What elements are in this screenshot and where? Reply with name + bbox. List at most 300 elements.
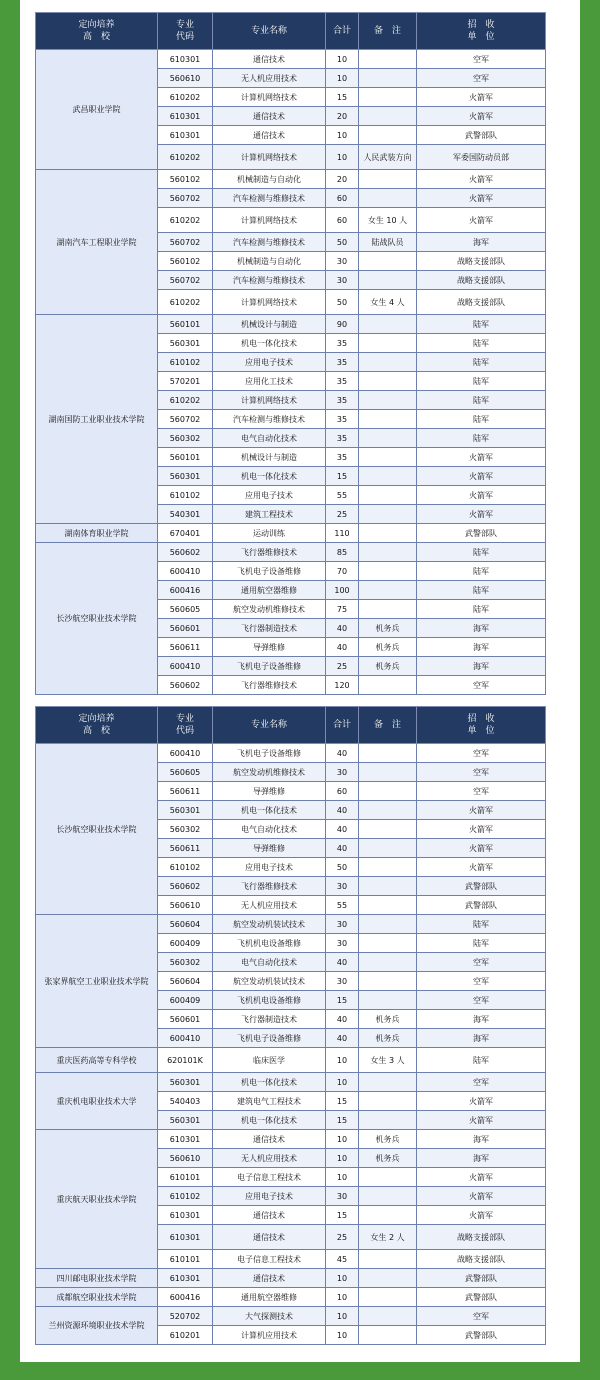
major-name: 通用航空器维修 <box>213 581 326 600</box>
total-count: 15 <box>326 467 359 486</box>
major-name: 通信技术 <box>213 107 326 126</box>
major-name: 机电一体化技术 <box>213 467 326 486</box>
recruit-unit: 武警部队 <box>417 1288 546 1307</box>
recruit-unit: 火箭军 <box>417 88 546 107</box>
major-code: 600410 <box>158 1029 213 1048</box>
major-code: 610301 <box>158 50 213 69</box>
major-code: 560604 <box>158 972 213 991</box>
school-name: 兰州资源环境职业技术学院 <box>36 1307 158 1345</box>
total-count: 110 <box>326 524 359 543</box>
major-code: 560610 <box>158 1149 213 1168</box>
major-code: 560302 <box>158 820 213 839</box>
remark <box>359 126 417 145</box>
total-count: 15 <box>326 1092 359 1111</box>
major-name: 导弹维修 <box>213 782 326 801</box>
total-count: 90 <box>326 315 359 334</box>
recruit-unit: 火箭军 <box>417 801 546 820</box>
recruit-unit: 空军 <box>417 1307 546 1326</box>
major-name: 汽车检测与维修技术 <box>213 271 326 290</box>
major-code: 610202 <box>158 391 213 410</box>
table-row <box>36 543 546 562</box>
major-code: 560302 <box>158 953 213 972</box>
total-count: 30 <box>326 915 359 934</box>
table-row <box>36 170 546 189</box>
total-count: 30 <box>326 972 359 991</box>
major-code: 610202 <box>158 88 213 107</box>
total-count: 70 <box>326 562 359 581</box>
major-code: 560611 <box>158 638 213 657</box>
major-name: 电气自动化技术 <box>213 429 326 448</box>
school-name: 成都航空职业技术学院 <box>36 1288 158 1307</box>
major-code: 610202 <box>158 145 213 170</box>
recruit-unit: 火箭军 <box>417 820 546 839</box>
remark: 机务兵 <box>359 657 417 676</box>
major-name: 应用化工技术 <box>213 372 326 391</box>
school-name: 湖南体育职业学院 <box>36 524 158 543</box>
recruit-unit: 火箭军 <box>417 486 546 505</box>
major-code: 570201 <box>158 372 213 391</box>
major-code: 560702 <box>158 189 213 208</box>
recruit-unit: 火箭军 <box>417 107 546 126</box>
school-name: 重庆航天职业技术学院 <box>36 1130 158 1269</box>
recruit-unit: 火箭军 <box>417 208 546 233</box>
total-count: 10 <box>326 50 359 69</box>
table-row <box>36 524 546 543</box>
major-name: 应用电子技术 <box>213 858 326 877</box>
recruit-unit: 空军 <box>417 676 546 695</box>
remark <box>359 353 417 372</box>
remark <box>359 934 417 953</box>
recruit-unit: 火箭军 <box>417 505 546 524</box>
major-name: 机电一体化技术 <box>213 334 326 353</box>
major-name: 机械制造与自动化 <box>213 170 326 189</box>
remark <box>359 782 417 801</box>
total-count: 120 <box>326 676 359 695</box>
recruit-unit: 海军 <box>417 233 546 252</box>
recruit-unit: 火箭军 <box>417 858 546 877</box>
total-count: 25 <box>326 1225 359 1250</box>
major-code: 600416 <box>158 1288 213 1307</box>
total-count: 40 <box>326 820 359 839</box>
major-name: 无人机应用技术 <box>213 1149 326 1168</box>
total-count: 40 <box>326 1010 359 1029</box>
total-count: 30 <box>326 877 359 896</box>
total-count: 35 <box>326 372 359 391</box>
major-name: 汽车检测与维修技术 <box>213 189 326 208</box>
remark: 女生 10 人 <box>359 208 417 233</box>
major-name: 无人机应用技术 <box>213 69 326 88</box>
remark: 女生 3 人 <box>359 1048 417 1073</box>
major-name: 运动训练 <box>213 524 326 543</box>
major-name: 计算机网络技术 <box>213 391 326 410</box>
header-unit: 招 收 单 位 <box>417 707 546 744</box>
total-count: 75 <box>326 600 359 619</box>
header-unit: 招 收 单 位 <box>417 13 546 50</box>
recruit-unit: 战略支援部队 <box>417 252 546 271</box>
header-note: 备 注 <box>359 13 417 50</box>
table-row <box>36 315 546 334</box>
recruit-unit: 陆军 <box>417 334 546 353</box>
major-name: 航空发动机装试技术 <box>213 972 326 991</box>
major-code: 560605 <box>158 763 213 782</box>
major-name: 机电一体化技术 <box>213 1073 326 1092</box>
school-name: 张家界航空工业职业技术学院 <box>36 915 158 1048</box>
total-count: 10 <box>326 145 359 170</box>
total-count: 10 <box>326 1048 359 1073</box>
total-count: 15 <box>326 88 359 107</box>
recruit-unit: 陆军 <box>417 391 546 410</box>
remark <box>359 839 417 858</box>
major-code: 560301 <box>158 334 213 353</box>
major-code: 560602 <box>158 676 213 695</box>
major-name: 飞机电子设备维修 <box>213 562 326 581</box>
remark <box>359 820 417 839</box>
major-name: 临床医学 <box>213 1048 326 1073</box>
major-name: 电子信息工程技术 <box>213 1168 326 1187</box>
major-name: 通信技术 <box>213 1269 326 1288</box>
total-count: 50 <box>326 858 359 877</box>
major-name: 通用航空器维修 <box>213 1288 326 1307</box>
table-row <box>36 1048 546 1073</box>
recruit-unit: 战略支援部队 <box>417 290 546 315</box>
major-code: 600409 <box>158 934 213 953</box>
header-total: 合计 <box>326 707 359 744</box>
major-name: 飞行器维修技术 <box>213 877 326 896</box>
major-code: 560102 <box>158 252 213 271</box>
major-code: 560611 <box>158 782 213 801</box>
major-code: 610301 <box>158 1130 213 1149</box>
recruit-unit: 空军 <box>417 782 546 801</box>
major-name: 导弹维修 <box>213 839 326 858</box>
remark <box>359 801 417 820</box>
remark: 陆战队员 <box>359 233 417 252</box>
major-code: 560702 <box>158 410 213 429</box>
remark <box>359 372 417 391</box>
remark <box>359 1187 417 1206</box>
remark: 机务兵 <box>359 619 417 638</box>
recruit-unit: 火箭军 <box>417 1111 546 1130</box>
major-code: 610202 <box>158 290 213 315</box>
major-name: 飞机机电设备维修 <box>213 934 326 953</box>
total-count: 40 <box>326 619 359 638</box>
recruit-unit: 火箭军 <box>417 448 546 467</box>
major-name: 航空发动机维修技术 <box>213 763 326 782</box>
major-code: 520702 <box>158 1307 213 1326</box>
major-code: 610301 <box>158 126 213 145</box>
header-major: 专业名称 <box>213 13 326 50</box>
major-code: 560702 <box>158 271 213 290</box>
major-code: 560301 <box>158 1111 213 1130</box>
remark <box>359 543 417 562</box>
major-name: 通信技术 <box>213 1225 326 1250</box>
major-code: 610102 <box>158 486 213 505</box>
recruit-unit: 海军 <box>417 657 546 676</box>
remark <box>359 877 417 896</box>
remark <box>359 1288 417 1307</box>
recruit-unit: 海军 <box>417 638 546 657</box>
major-name: 计算机网络技术 <box>213 88 326 107</box>
remark <box>359 1111 417 1130</box>
remark: 女生 2 人 <box>359 1225 417 1250</box>
major-name: 电子信息工程技术 <box>213 1250 326 1269</box>
remark <box>359 315 417 334</box>
remark <box>359 972 417 991</box>
total-count: 40 <box>326 801 359 820</box>
major-code: 560102 <box>158 170 213 189</box>
major-code: 560611 <box>158 839 213 858</box>
recruit-unit: 武警部队 <box>417 524 546 543</box>
total-count: 10 <box>326 1269 359 1288</box>
recruit-unit: 陆军 <box>417 543 546 562</box>
major-name: 电气自动化技术 <box>213 820 326 839</box>
header-row <box>36 707 546 744</box>
remark <box>359 1092 417 1111</box>
total-count: 50 <box>326 290 359 315</box>
recruit-unit: 陆军 <box>417 315 546 334</box>
major-code: 560101 <box>158 315 213 334</box>
remark <box>359 1269 417 1288</box>
total-count: 10 <box>326 1073 359 1092</box>
major-name: 飞行器制造技术 <box>213 619 326 638</box>
major-code: 560602 <box>158 877 213 896</box>
major-name: 飞行器制造技术 <box>213 1010 326 1029</box>
major-code: 560301 <box>158 801 213 820</box>
recruit-unit: 陆军 <box>417 600 546 619</box>
recruit-unit: 武警部队 <box>417 126 546 145</box>
remark <box>359 252 417 271</box>
recruit-unit: 陆军 <box>417 353 546 372</box>
remark <box>359 600 417 619</box>
table-row <box>36 50 546 69</box>
total-count: 40 <box>326 839 359 858</box>
total-count: 10 <box>326 126 359 145</box>
recruit-unit: 陆军 <box>417 372 546 391</box>
table-row <box>36 1269 546 1288</box>
recruit-unit: 陆军 <box>417 581 546 600</box>
major-name: 计算机应用技术 <box>213 1326 326 1345</box>
major-code: 560610 <box>158 896 213 915</box>
total-count: 50 <box>326 233 359 252</box>
major-name: 通信技术 <box>213 1206 326 1225</box>
recruit-unit: 战略支援部队 <box>417 1225 546 1250</box>
total-count: 60 <box>326 208 359 233</box>
total-count: 55 <box>326 486 359 505</box>
major-code: 560301 <box>158 1073 213 1092</box>
major-name: 通信技术 <box>213 1130 326 1149</box>
major-code: 540301 <box>158 505 213 524</box>
remark <box>359 505 417 524</box>
major-code: 560601 <box>158 619 213 638</box>
remark: 机务兵 <box>359 638 417 657</box>
total-count: 20 <box>326 107 359 126</box>
major-name: 飞机机电设备维修 <box>213 991 326 1010</box>
major-name: 应用电子技术 <box>213 1187 326 1206</box>
total-count: 35 <box>326 353 359 372</box>
recruit-unit: 海军 <box>417 1149 546 1168</box>
remark <box>359 170 417 189</box>
major-code: 560601 <box>158 1010 213 1029</box>
total-count: 55 <box>326 896 359 915</box>
major-name: 电气自动化技术 <box>213 953 326 972</box>
remark <box>359 581 417 600</box>
major-code: 610201 <box>158 1326 213 1345</box>
remark <box>359 189 417 208</box>
school-name: 湖南汽车工程职业学院 <box>36 170 158 315</box>
remark <box>359 1206 417 1225</box>
recruit-unit: 火箭军 <box>417 1168 546 1187</box>
major-name: 通信技术 <box>213 126 326 145</box>
remark <box>359 915 417 934</box>
recruit-unit: 武警部队 <box>417 877 546 896</box>
major-code: 560702 <box>158 233 213 252</box>
total-count: 10 <box>326 1288 359 1307</box>
header-code: 专业 代码 <box>158 707 213 744</box>
remark <box>359 1307 417 1326</box>
major-code: 610102 <box>158 858 213 877</box>
recruit-unit: 火箭军 <box>417 189 546 208</box>
major-name: 汽车检测与维修技术 <box>213 410 326 429</box>
major-name: 建筑电气工程技术 <box>213 1092 326 1111</box>
recruit-unit: 空军 <box>417 69 546 88</box>
major-name: 导弹维修 <box>213 638 326 657</box>
total-count: 30 <box>326 763 359 782</box>
recruit-unit: 海军 <box>417 1029 546 1048</box>
major-code: 560610 <box>158 69 213 88</box>
recruit-unit: 空军 <box>417 763 546 782</box>
total-count: 10 <box>326 1149 359 1168</box>
total-count: 25 <box>326 505 359 524</box>
table-row <box>36 915 546 934</box>
total-count: 10 <box>326 1326 359 1345</box>
table-row <box>36 744 546 763</box>
recruitment-table-2 <box>35 706 546 1345</box>
school-name: 四川邮电职业技术学院 <box>36 1269 158 1288</box>
total-count: 30 <box>326 1187 359 1206</box>
header-school: 定向培养 高 校 <box>36 13 158 50</box>
table-row <box>36 1130 546 1149</box>
recruit-unit: 空军 <box>417 991 546 1010</box>
remark <box>359 896 417 915</box>
table-body <box>36 50 546 695</box>
major-code: 560605 <box>158 600 213 619</box>
recruit-unit: 空军 <box>417 972 546 991</box>
total-count: 60 <box>326 782 359 801</box>
major-name: 航空发动机维修技术 <box>213 600 326 619</box>
total-count: 30 <box>326 934 359 953</box>
major-name: 机械制造与自动化 <box>213 252 326 271</box>
remark <box>359 410 417 429</box>
major-code: 600409 <box>158 991 213 1010</box>
major-name: 机电一体化技术 <box>213 1111 326 1130</box>
school-name: 重庆医药高等专科学校 <box>36 1048 158 1073</box>
remark <box>359 676 417 695</box>
recruit-unit: 海军 <box>417 1130 546 1149</box>
total-count: 45 <box>326 1250 359 1269</box>
recruit-unit: 火箭军 <box>417 1206 546 1225</box>
total-count: 35 <box>326 391 359 410</box>
remark <box>359 858 417 877</box>
major-code: 560302 <box>158 429 213 448</box>
major-code: 600416 <box>158 581 213 600</box>
total-count: 15 <box>326 1206 359 1225</box>
total-count: 30 <box>326 271 359 290</box>
remark: 机务兵 <box>359 1149 417 1168</box>
major-name: 机械设计与制造 <box>213 448 326 467</box>
major-code: 600410 <box>158 744 213 763</box>
recruit-unit: 火箭军 <box>417 839 546 858</box>
remark <box>359 744 417 763</box>
major-code: 610301 <box>158 1206 213 1225</box>
recruit-unit: 战略支援部队 <box>417 271 546 290</box>
major-code: 600410 <box>158 562 213 581</box>
remark <box>359 429 417 448</box>
header-note: 备 注 <box>359 707 417 744</box>
remark <box>359 486 417 505</box>
remark <box>359 50 417 69</box>
school-name: 长沙航空职业技术学院 <box>36 744 158 915</box>
major-code: 610301 <box>158 107 213 126</box>
recruit-unit: 陆军 <box>417 934 546 953</box>
major-name: 机械设计与制造 <box>213 315 326 334</box>
major-name: 飞机电子设备维修 <box>213 744 326 763</box>
total-count: 20 <box>326 170 359 189</box>
major-code: 560604 <box>158 915 213 934</box>
recruit-unit: 火箭军 <box>417 1187 546 1206</box>
remark <box>359 334 417 353</box>
total-count: 10 <box>326 1307 359 1326</box>
header-major: 专业名称 <box>213 707 326 744</box>
major-code: 610301 <box>158 1225 213 1250</box>
table-row <box>36 1073 546 1092</box>
remark <box>359 1168 417 1187</box>
major-code: 610101 <box>158 1168 213 1187</box>
total-count: 40 <box>326 744 359 763</box>
school-name: 重庆机电职业技术大学 <box>36 1073 158 1130</box>
remark <box>359 524 417 543</box>
major-name: 建筑工程技术 <box>213 505 326 524</box>
total-count: 35 <box>326 429 359 448</box>
major-name: 机电一体化技术 <box>213 801 326 820</box>
recruit-unit: 武警部队 <box>417 1269 546 1288</box>
recruit-unit: 火箭军 <box>417 467 546 486</box>
recruit-unit: 火箭军 <box>417 1092 546 1111</box>
remark <box>359 69 417 88</box>
table-row <box>36 1307 546 1326</box>
remark <box>359 1073 417 1092</box>
remark <box>359 763 417 782</box>
remark <box>359 448 417 467</box>
major-name: 无人机应用技术 <box>213 896 326 915</box>
table-body <box>36 744 546 1345</box>
total-count: 40 <box>326 638 359 657</box>
total-count: 25 <box>326 657 359 676</box>
remark: 机务兵 <box>359 1130 417 1149</box>
recruit-unit: 武警部队 <box>417 1326 546 1345</box>
remark <box>359 467 417 486</box>
school-name: 湖南国防工业职业技术学院 <box>36 315 158 524</box>
header-school: 定向培养 高 校 <box>36 707 158 744</box>
total-count: 10 <box>326 1130 359 1149</box>
major-name: 飞机电子设备维修 <box>213 657 326 676</box>
remark <box>359 953 417 972</box>
total-count: 35 <box>326 334 359 353</box>
major-name: 飞行器维修技术 <box>213 543 326 562</box>
header-total: 合计 <box>326 13 359 50</box>
recruit-unit: 军委国防动员部 <box>417 145 546 170</box>
recruit-unit: 海军 <box>417 619 546 638</box>
total-count: 15 <box>326 1111 359 1130</box>
total-count: 60 <box>326 189 359 208</box>
